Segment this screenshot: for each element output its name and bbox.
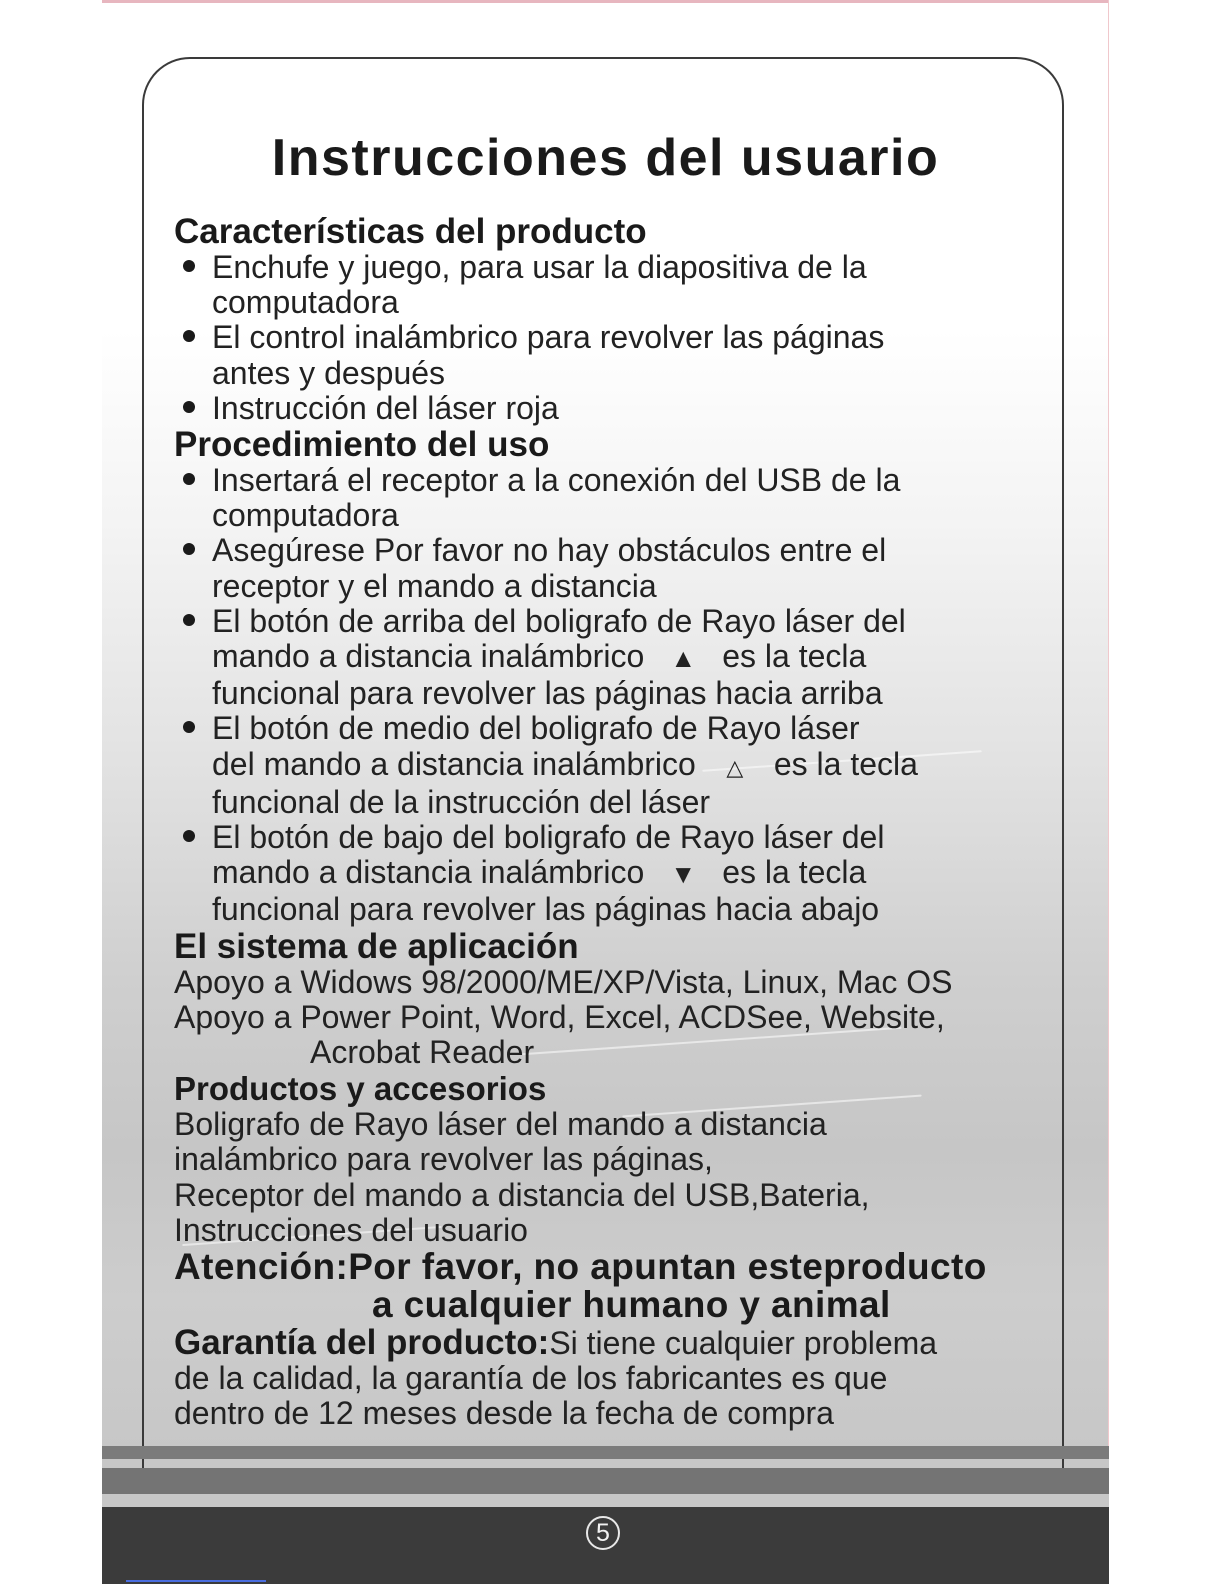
features-item (174, 391, 1074, 426)
usage-heading: Procedimiento del uso (174, 425, 550, 465)
usage-item-text: es la tecla (722, 854, 867, 891)
usage-item-line: El botón de bajo del boligrafo de Rayo láser del (212, 819, 885, 856)
bullet-icon (183, 473, 195, 485)
usage-item-line: funcional de la instrucción del láser (212, 783, 711, 820)
accessories-line: Boligrafo de Rayo láser del mando a distancia (174, 1106, 827, 1143)
usage-item (174, 463, 1074, 533)
warranty-text: Si tiene cualquier problema (549, 1325, 938, 1362)
usage-item-line: Insertará el receptor a la conexión del USB de la (212, 462, 901, 499)
top-rule (102, 0, 1109, 3)
footer-stripe (102, 1446, 1109, 1459)
usage-item-text: es la tecla (773, 745, 918, 782)
accessories-line: Receptor del mando a distancia del USB,Bateria, (174, 1176, 870, 1213)
bullet-icon (183, 614, 195, 626)
triangle-up-filled-icon: ▲ (670, 643, 697, 674)
usage-item-line (212, 855, 1074, 892)
warranty-line (174, 1324, 1074, 1361)
features-item-line: Instrucción del láser roja (212, 389, 559, 426)
usage-item-line: funcional para revolver las páginas hacia arriba (212, 675, 883, 712)
attention-line: a cualquier humano y animal (372, 1284, 891, 1326)
accessories-line: Instrucciones del usuario (174, 1211, 528, 1248)
bullet-icon (183, 721, 195, 733)
manual-page (102, 0, 1109, 1584)
usage-item-line (212, 639, 1074, 676)
accessories-line: inalámbrico para revolver las páginas, (174, 1141, 713, 1178)
usage-item-line: El botón de medio del boligrafo de Rayo láser (212, 710, 860, 747)
features-item-line: Enchufe y juego, para usar la diapositiva de la (212, 249, 867, 285)
page-edge-line (1108, 0, 1109, 1450)
usage-item (174, 604, 1074, 712)
instructions-body (174, 213, 1074, 1432)
attention-line: Atención:Por favor, no apuntan esteproducto (174, 1246, 987, 1288)
usage-item-line: receptor y el mando a distancia (212, 567, 657, 604)
bullet-icon (183, 330, 195, 342)
features-item (174, 250, 1074, 320)
warranty-line: dentro de 12 meses desde la fecha de compra (174, 1395, 834, 1432)
usage-item-line: El botón de arriba del boligrafo de Rayo láser del (212, 602, 906, 639)
accessories-heading: Productos y accesorios (174, 1070, 547, 1108)
bullet-icon (183, 260, 195, 272)
system-heading: El sistema de aplicación (174, 926, 579, 966)
usage-item-line: funcional para revolver las páginas hacia abajo (212, 891, 880, 928)
usage-item (174, 820, 1074, 928)
triangle-down-filled-icon: ▼ (670, 859, 697, 890)
warranty-label: Garantía del producto: (174, 1323, 550, 1363)
usage-item-text: mando a distancia inalámbrico (212, 638, 645, 675)
usage-item (174, 533, 1074, 603)
system-line: Apoyo a Widows 98/2000/ME/XP/Vista, Linux, Mac OS (174, 963, 953, 1000)
usage-item (174, 711, 1074, 820)
usage-item-text: mando a distancia inalámbrico (212, 854, 645, 891)
page-number: 5 (586, 1516, 620, 1550)
usage-item-line: computadora (212, 497, 399, 534)
system-line: Acrobat Reader (310, 1034, 535, 1071)
features-heading: Características del producto (174, 212, 647, 251)
features-item (174, 320, 1074, 390)
features-item-line: El control inalámbrico para revolver las páginas (212, 319, 885, 356)
features-item-line: antes y después (212, 354, 446, 391)
usage-item-line: Asegúrese Por favor no hay obstáculos entre el (212, 532, 887, 569)
page-title: Instrucciones del usuario (271, 129, 940, 187)
usage-item-line (212, 747, 1074, 785)
warranty-line: de la calidad, la garantía de los fabricantes es que (174, 1360, 888, 1397)
triangle-up-outline-icon: △ (726, 754, 744, 780)
footer-stripe (102, 1468, 1109, 1494)
blue-underline (126, 1580, 266, 1582)
usage-item-text: es la tecla (722, 638, 867, 675)
bullet-icon (183, 543, 195, 555)
system-line: Apoyo a Power Point, Word, Excel, ACDSee, Website, (174, 998, 945, 1035)
bullet-icon (183, 830, 195, 842)
features-item-line: computadora (212, 284, 399, 321)
bullet-icon (183, 401, 195, 413)
usage-item-text: del mando a distancia inalámbrico (212, 745, 696, 782)
